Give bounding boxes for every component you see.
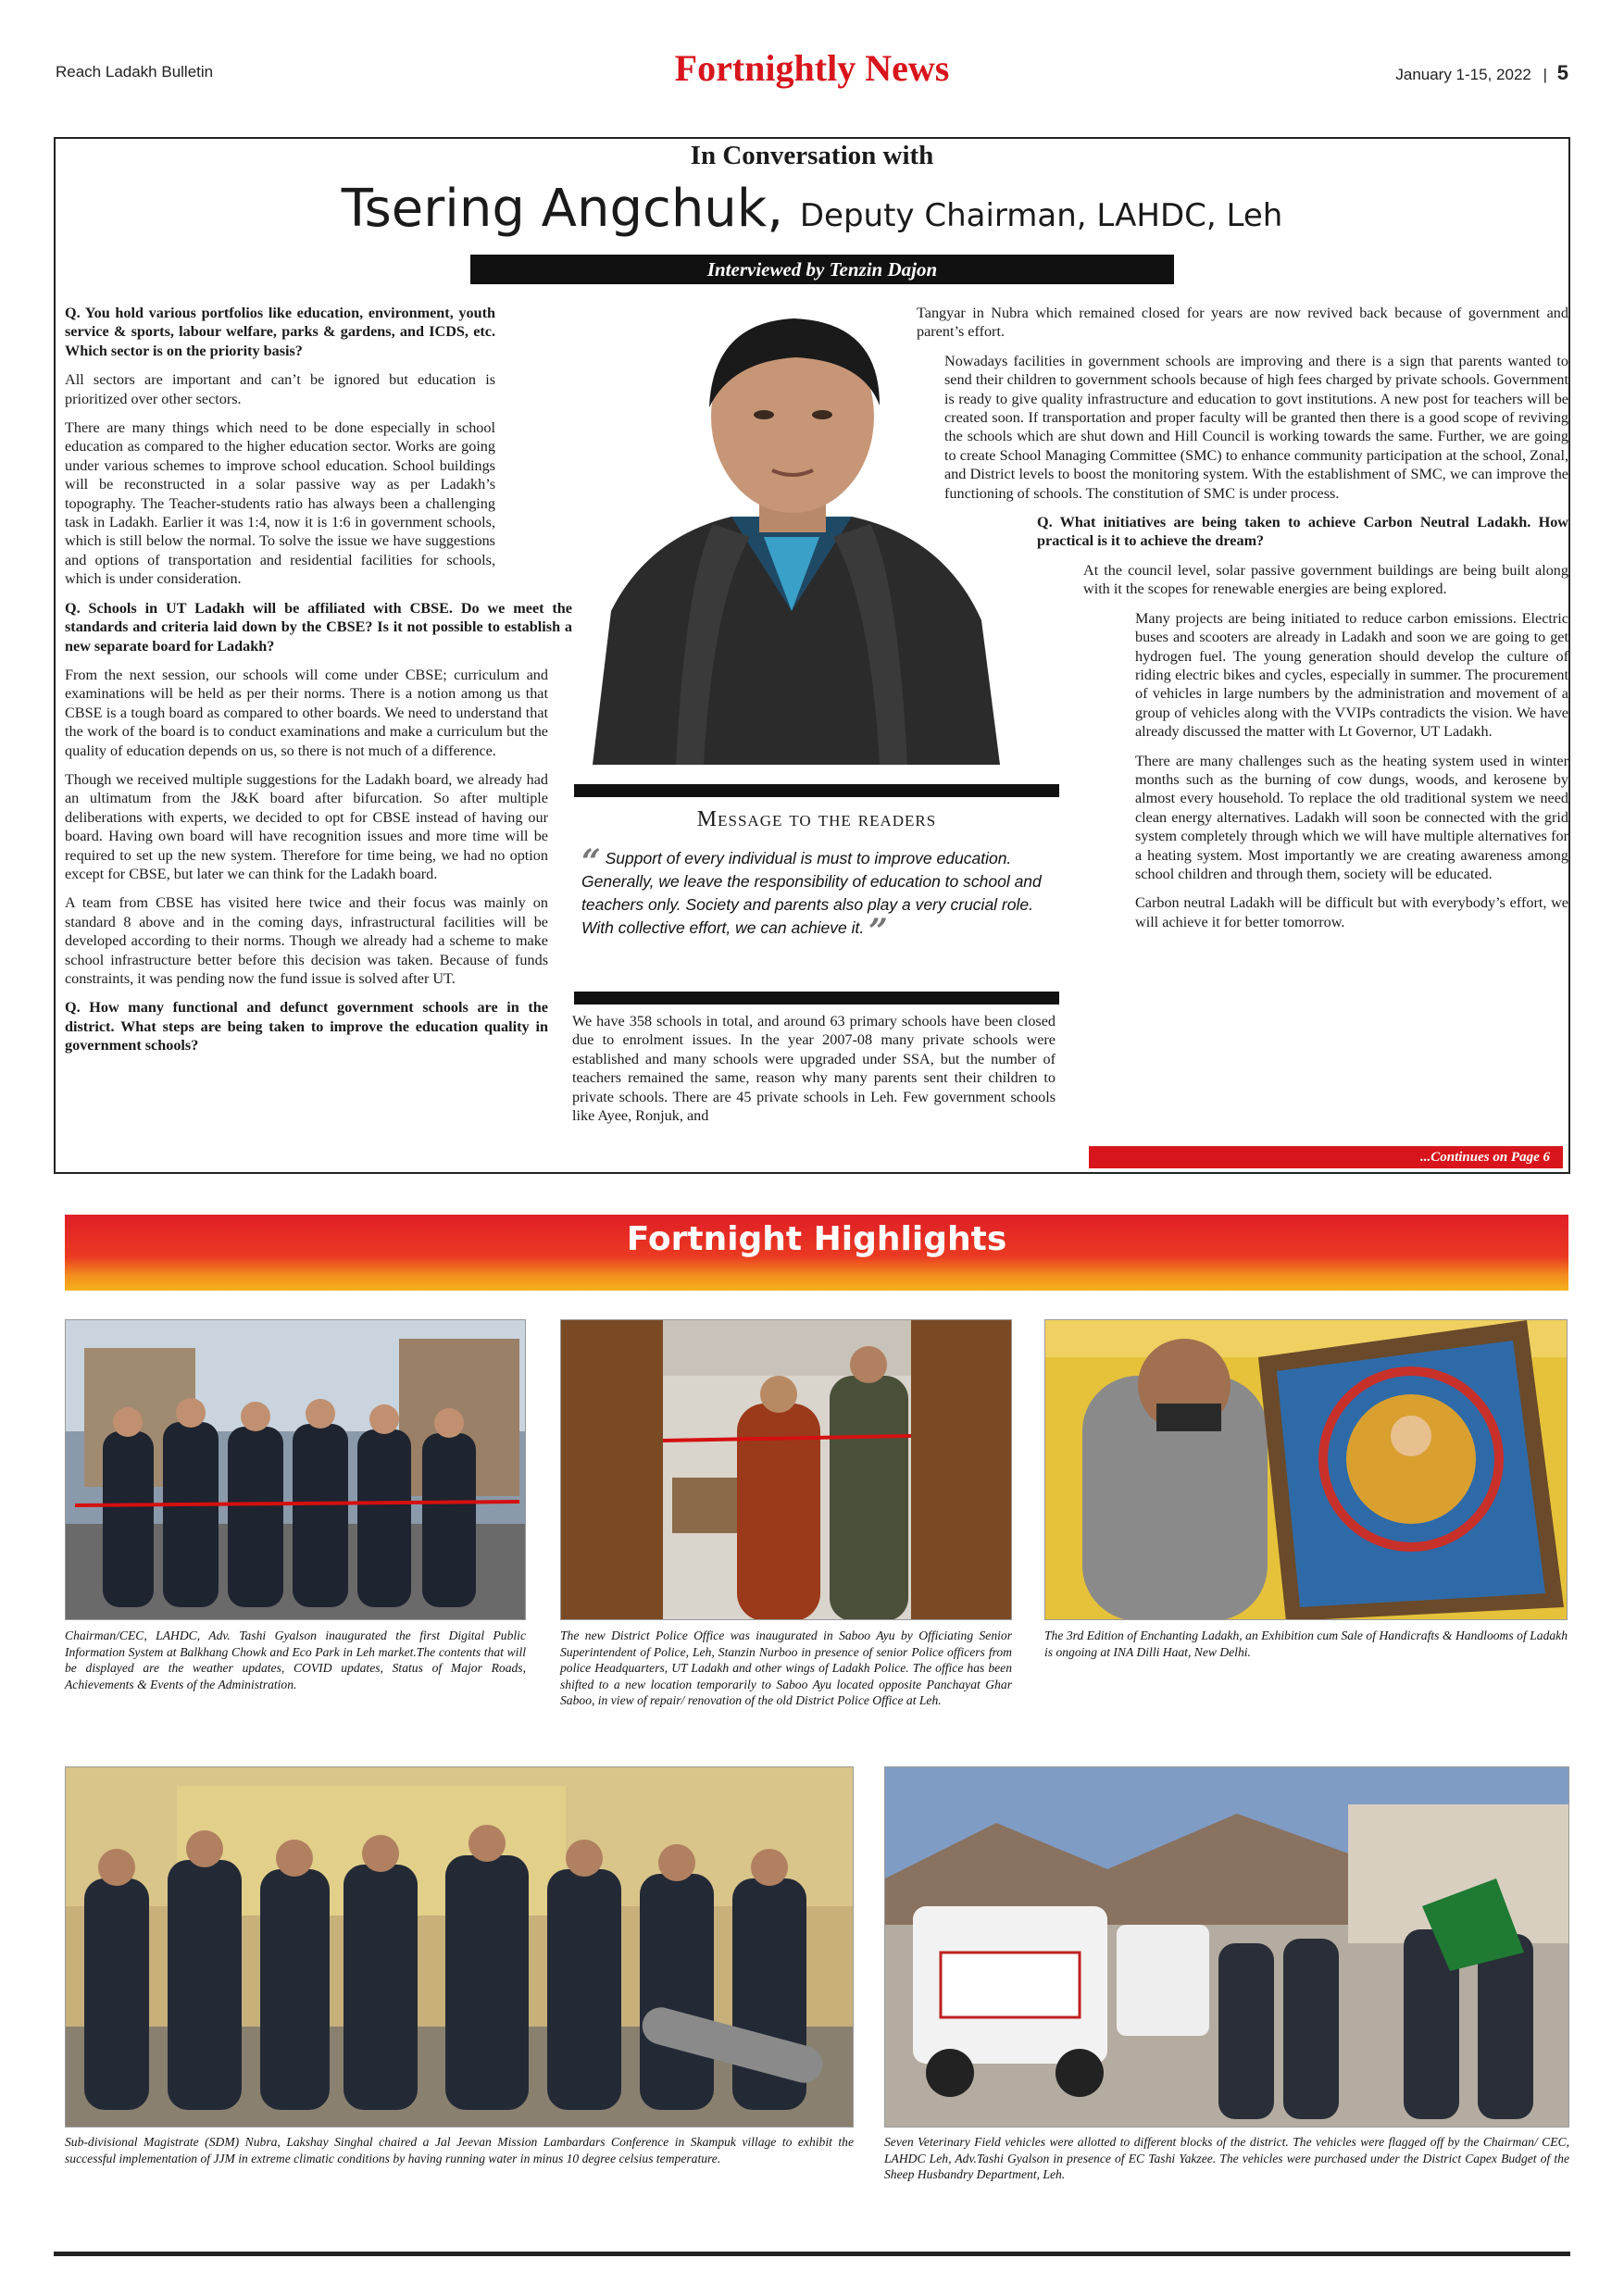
interview-column-left bbox=[65, 304, 572, 1066]
answer-paragraph: Nowadays facilities in government schools are improving and there is a sign that parents wanted to send their children to government schools because of high fees charged by private schools. Government is ready to give quality infrastructure and education to govt institutions. A new post for teachers will be created soon. If transportation and proper faculty will be granted then there is a good scope of reviving the schools which are shut down and Hill Council is working towards the same. Further, we are going to create School Managing Committee (SMC) to enhance community participation at the school, Zonal, and District levels to boost the monitoring system. With the establishment of SMC, we can improve the functioning of schools. The constitution of SMC is under process. bbox=[944, 352, 1568, 502]
close-quote-icon: ” bbox=[868, 912, 888, 951]
caption-jal-jeevan-mission: Sub-divisional Magistrate (SDM) Nubra, Lakshay Singhal chaired a Jal Jeevan Mission Lambardars Conference in Skampuk village to exhibit the successful implementation of JJM in extreme climatic conditions by having running water in minus 10 degree celsius temperature. bbox=[65, 2135, 854, 2165]
interview-column-middle bbox=[572, 1012, 1056, 1135]
header-separator: | bbox=[1543, 66, 1548, 83]
photo-veterinary-vehicles bbox=[884, 1766, 1569, 2128]
answer-paragraph: All sectors are important and can’t be ignored but education is prioritized over other sectors. bbox=[65, 371, 495, 407]
caption-police-office: The new District Police Office was inaugurated in Saboo Ayu by Officiating Senior Superintendent of Police, Leh, Stanzin Nurboo in presence of senior Police officers from police Headquarters, UT Ladakh and other wings of Ladakh Police. The office has been shifted to a new location temporarily to Saboo Ayu located opposite Panchayat Ghar Saboo, in view of repair/ renovation of the old District Police Office at Leh. bbox=[560, 1628, 1012, 1708]
interview-byline: Interviewed by Tenzin Dajon bbox=[470, 255, 1174, 284]
page-number: 5 bbox=[1556, 61, 1568, 84]
question-govt-schools: Q. How many functional and defunct government schools are in the district. What steps are being taken to improve the education quality in government schools? bbox=[65, 999, 548, 1054]
interview-column-right bbox=[917, 304, 1568, 942]
photo-police-office bbox=[560, 1319, 1012, 1620]
open-quote-icon: “ bbox=[581, 842, 601, 881]
answer-paragraph: At the council level, solar passive government buildings are being built along with it the scopes for renewable energies are being explored. bbox=[1083, 561, 1568, 598]
caption-thangka-exhibition: The 3rd Edition of Enchanting Ladakh, an Exhibition cum Sale of Handicrafts & Handlooms of Ladakh is ongoing at INA Dilli Haat, New Delhi. bbox=[1044, 1628, 1568, 1659]
message-title: Message to the readers bbox=[696, 807, 937, 831]
issue-date: January 1-15, 2022 bbox=[1395, 66, 1531, 83]
message-text: Support of every individual is must to improve education. Generally, we leave the responsibility of education to school and teachers only. Society and parents also play a very crucial role. With collective effort, we can achieve it. bbox=[581, 849, 1042, 937]
highlights-title: Fortnight Highlights bbox=[626, 1220, 1007, 1258]
interview-headline bbox=[0, 179, 1624, 239]
question-carbon-neutral: Q. What initiatives are being taken to achieve Carbon Neutral Ladakh. How practical is it to achieve the dream? bbox=[1037, 514, 1568, 550]
caption-digital-info-system: Chairman/CEC, LAHDC, Adv. Tashi Gyalson inaugurated the first Digital Public Information System at Balkhang Chowk and Eco Park in Leh market.The contents that will be displayed are the weather updates, COVID updates, Status of Major Roads, Achievements & Events of the Administration. bbox=[65, 1628, 526, 1691]
answer-paragraph: We have 358 schools in total, and around 63 primary schools have been closed due to enrolment issues. In the year 2007-08 many private schools were established and many schools were upgraded under SSA, but the number of teachers remained the same, reason why many parents sent their children to private schools. There are 45 private schools in Leh. Few government schools like Ayee, Ronjuk, and bbox=[572, 1013, 1056, 1125]
question-cbse: Q. Schools in UT Ladakh will be affiliated with CBSE. Do we meet the standards and criteria laid down by the CBSE? Is it not possible to establish a new separate board for Ladakh? bbox=[65, 599, 572, 655]
question-priority-sector: Q. You hold various portfolios like education, environment, youth service & sports, labour welfare, parks & gardens, and ICDS, etc. Which sector is on the priority basis? bbox=[65, 305, 495, 359]
continues-link[interactable]: ...Continues on Page 6 bbox=[1089, 1146, 1563, 1168]
answer-paragraph: From the next session, our schools will come under CBSE; curriculum and examinations will be held as per their norms. There is a notion among us that CBSE is a tough board as compared to other boards. We need to understand that the work of the board is to conduct examinations and make a curriculum but the quality of education depends on us, so there is not much of a difference. bbox=[65, 666, 548, 759]
answer-paragraph: Carbon neutral Ladakh will be difficult but with everybody’s effort, we will achieve it for better tomorrow. bbox=[1135, 894, 1568, 930]
publication-name: Reach Ladakh Bulletin bbox=[56, 63, 214, 81]
answer-paragraph: There are many challenges such as the heating system used in winter months such as the burning of cow dungs, woods, and kerosene by almost every household. To replace the old traditional system we need clean energy alternatives. Ladakh will soon be connected with the grid system completely through which we will have multiple alternatives for a heating system. Most importantly we are creating awareness among school children and through them, society will be educated. bbox=[1135, 752, 1568, 882]
message-bottom-rule bbox=[574, 992, 1059, 1004]
answer-paragraph: Tangyar in Nubra which remained closed for years are now revived back because of government and parent’s effort. bbox=[917, 305, 1568, 341]
answer-paragraph: There are many things which need to be done especially in school education as compared to the higher education sector. Works are going under various schemes to improve school education. School buildings will be reconstructed in a solar passive way as per Ladakh’s topography. The Teacher-students ratio has always been a challenging task in Ladakh. Earlier it was 1:4, now it is 1:6 in government schools, which is still below the normal. To solve the issue we have suggestions and options of transportation and residential facilities for schools, which is under consideration. bbox=[65, 419, 495, 588]
caption-veterinary-vehicles: Seven Veterinary Field vehicles were allotted to different blocks of the district. The vehicles were flagged off by the Chairman/ CEC, LAHDC Leh, Adv.Tashi Gyalson in presence of EC Tashi Yakzee. The vehicles were purchased under the District Capex Budget of the Sheep Husbandry Department, Leh. bbox=[884, 2135, 1569, 2182]
interview-kicker: In Conversation with bbox=[690, 141, 934, 170]
answer-paragraph: Many projects are being initiated to reduce carbon emissions. Electric buses and scooters are already in Ladakh and soon we are going to get hydrogen fuel. The young generation should develop the culture of riding electric bikes and cycles, especially in summer. The procurement of vehicles in large numbers by the administration and movement of a group of vehicles along with the VVIPs contradicts the vision. We have already discussed the matter with Lt Governor, UT Ladakh. bbox=[1135, 609, 1568, 741]
section-title: Fortnightly News bbox=[674, 47, 950, 89]
photo-thangka-exhibition bbox=[1044, 1319, 1568, 1620]
interviewee-title: Deputy Chairman, LAHDC, Leh bbox=[799, 197, 1283, 234]
answer-paragraph: Though we received multiple suggestions for the Ladakh board, we already had an ultimatum from the J&K board after bifurcation. So after multiple deliberations with experts, we decided to opt for CBSE instead of having our board. Having own board will have recognition issues and more time will be required to set up the new system. Therefore for time being, we had no option except for CBSE, but later we can think for the Ladakh board. bbox=[65, 770, 548, 882]
photo-digital-info-system bbox=[65, 1319, 526, 1620]
photo-jal-jeevan-mission bbox=[65, 1766, 854, 2128]
footer-rule bbox=[54, 2252, 1570, 2256]
issue-date-page bbox=[1395, 61, 1568, 85]
interviewee-name: Tsering Angchuk, bbox=[341, 179, 784, 239]
answer-paragraph: A team from CBSE has visited here twice and their focus was mainly on standard 8 above and in the coming days, infrastructural facilities will be developed according to their norms. Though we already had a scheme to make school infrastructure better before this decision was taken. Because of funds constraints, it was pending now the fund issue is solved after UT. bbox=[65, 894, 548, 987]
